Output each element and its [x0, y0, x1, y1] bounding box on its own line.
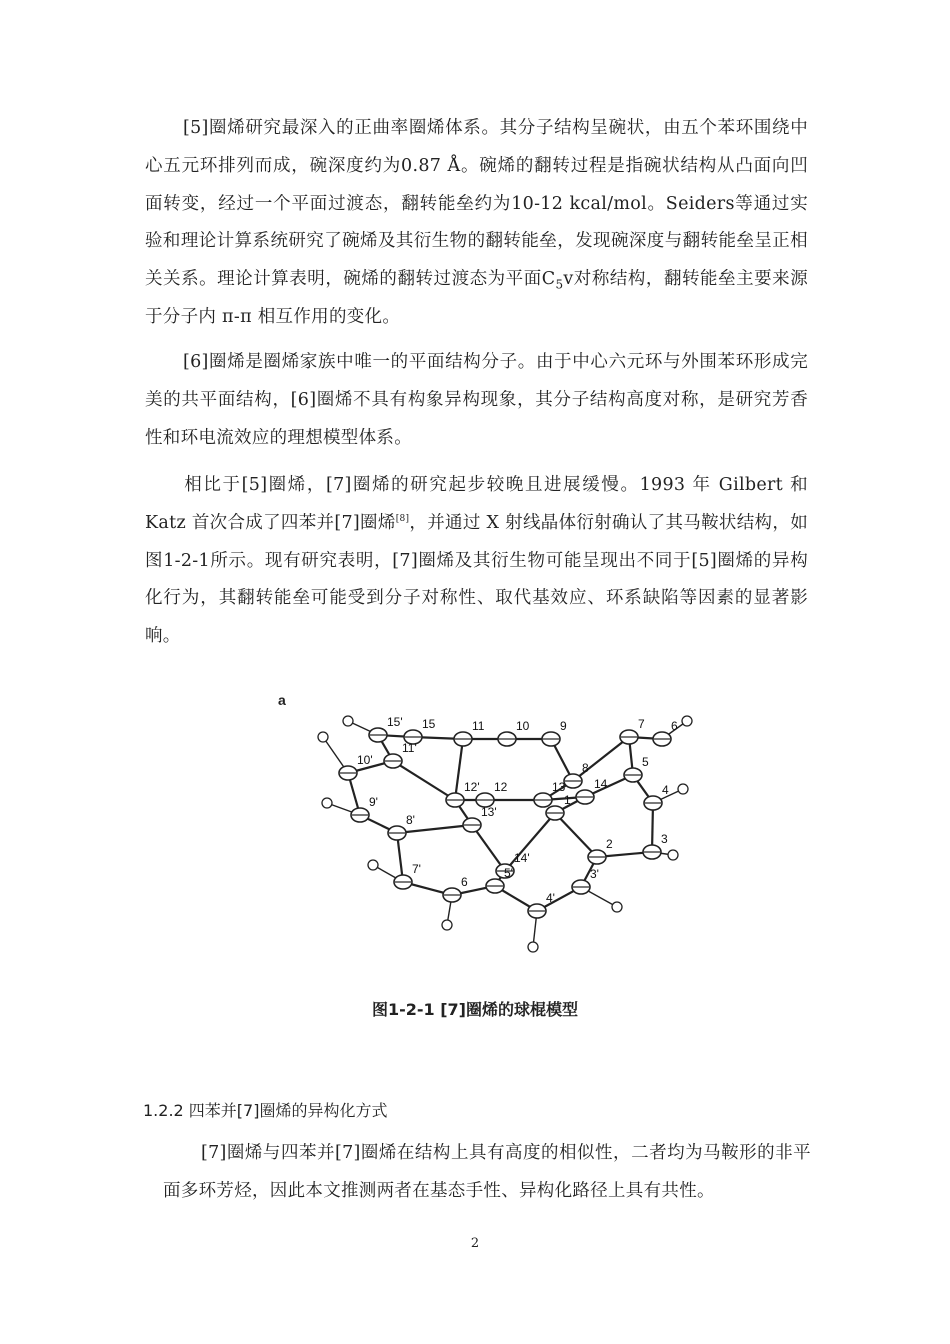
paragraph-text: [5]圈烯研究最深入的正曲率圈烯体系。其分子结构呈碗状，由五个苯环围绕中心五元环排列而成，碗深度约为0.87 Å。碗烯的翻转过程是指碗状结构从凸面向凹面转变，经过一个平面过渡态，翻转能垒约为10-12 kcal/mol。Seiders等通过实验和理论计算系统研究了碗烯及其衍生物的翻转能垒，发现碗深度与翻转能垒呈正相关关系。理论计算表明，碗烯的翻转过渡态为平面C: [145, 118, 808, 290]
paragraph-text-cont: ，并通过 X 射线晶体衍射确认了其马鞍状结构，如图1-2-1所示。现有研究表明，[7]圈烯及其衍生物可能呈现出不同于[5]圈烯的异构化行为，其翻转能垒可能受到分子对称性、取代基效应、环系缺陷等因素的显著影响。: [145, 512, 808, 647]
section-heading: 1.2.2 四苯并[7]圈烯的异构化方式: [143, 1101, 388, 1120]
atom-label: 13: [552, 780, 566, 794]
atom-label: 10': [357, 753, 373, 767]
atom-label: 7: [638, 717, 645, 731]
hydrogen-atom: [318, 732, 328, 742]
paragraph-section: [163, 1135, 811, 1211]
atom-label: 1: [564, 793, 571, 807]
molecule-diagram: [275, 685, 835, 965]
atom-label: 4': [546, 891, 555, 905]
hydrogen-atom: [368, 860, 378, 870]
hydrogen-atom: [612, 902, 622, 912]
paragraph-heptacirculene: [145, 467, 808, 656]
citation-reference: [8]: [395, 513, 410, 524]
figure-caption: 图1-2-1 [7]圈烯的球棍模型: [371, 1000, 578, 1019]
atom-label: 7': [412, 862, 421, 876]
subscript: 5: [555, 277, 564, 292]
hydrogen-atom: [343, 716, 353, 726]
atom-label: 3: [661, 832, 668, 846]
paragraph-text-tail: v对称结构，翻转能垒主要来源于分子内 π-π 相互作用的变化。: [145, 269, 808, 327]
atom-label: 6: [461, 875, 468, 889]
ball-and-stick-figure: [275, 685, 835, 965]
atom-label: 2: [606, 837, 613, 851]
atom-label: 5: [642, 755, 649, 769]
hydrogen-atom: [668, 850, 678, 860]
atom-label: 8: [582, 761, 589, 775]
atom-label: 8': [406, 813, 415, 827]
atom-label: 4: [662, 783, 669, 797]
hydrogen-atom: [678, 784, 688, 794]
atom-label: 15': [387, 715, 403, 729]
bond: [505, 813, 555, 871]
bond: [555, 813, 597, 857]
hydrogen-atom: [682, 716, 692, 726]
paragraph-text: 相比于[5]圈烯，[7]圈烯的研究起步较晚且进展缓慢。1993 年 Gilbert 和 Katz 首次合成了四苯并[7]圈烯: [145, 475, 808, 533]
hydrogen-atom: [322, 798, 332, 808]
paragraph-text: [7]圈烯与四苯并[7]圈烯在结构上具有高度的相似性，二者均为马鞍形的非平面多环芳烃，因此本文推测两者在基态手性、异构化路径上具有共性。: [163, 1143, 811, 1201]
atom-label: 13': [481, 805, 497, 819]
bond: [472, 825, 505, 871]
paragraph-coronene: [145, 344, 808, 457]
atom-label: 9': [369, 795, 378, 809]
atom-label: 10: [516, 719, 530, 733]
atom-label: 11': [402, 741, 417, 755]
bond: [455, 739, 463, 800]
page-number: 2: [470, 1236, 480, 1251]
paragraph-corannulene: [145, 110, 808, 337]
paragraph-text: [6]圈烯是圈烯家族中唯一的平面结构分子。由于中心六元环与外围苯环形成完美的共平面结构，[6]圈烯不具有构象异构现象，其分子结构高度对称，是研究芳香性和环电流效应的理想模型体系。: [145, 352, 808, 448]
atom-label: 14: [594, 777, 608, 791]
panel-label: a: [278, 692, 286, 708]
atom-label: 12': [464, 780, 480, 794]
bond: [393, 761, 455, 800]
hydrogen-atom: [528, 942, 538, 952]
atom-label: 12: [494, 780, 508, 794]
hydrogen-atom: [442, 920, 452, 930]
atom-label: 11: [472, 719, 485, 733]
atom-label: 5': [504, 866, 513, 880]
atom-label: 3': [590, 867, 599, 881]
atom-label: 15: [422, 717, 436, 731]
atom-label: 6: [671, 719, 678, 733]
atom-label: 9: [560, 719, 567, 733]
atom-label: 14': [514, 851, 530, 865]
